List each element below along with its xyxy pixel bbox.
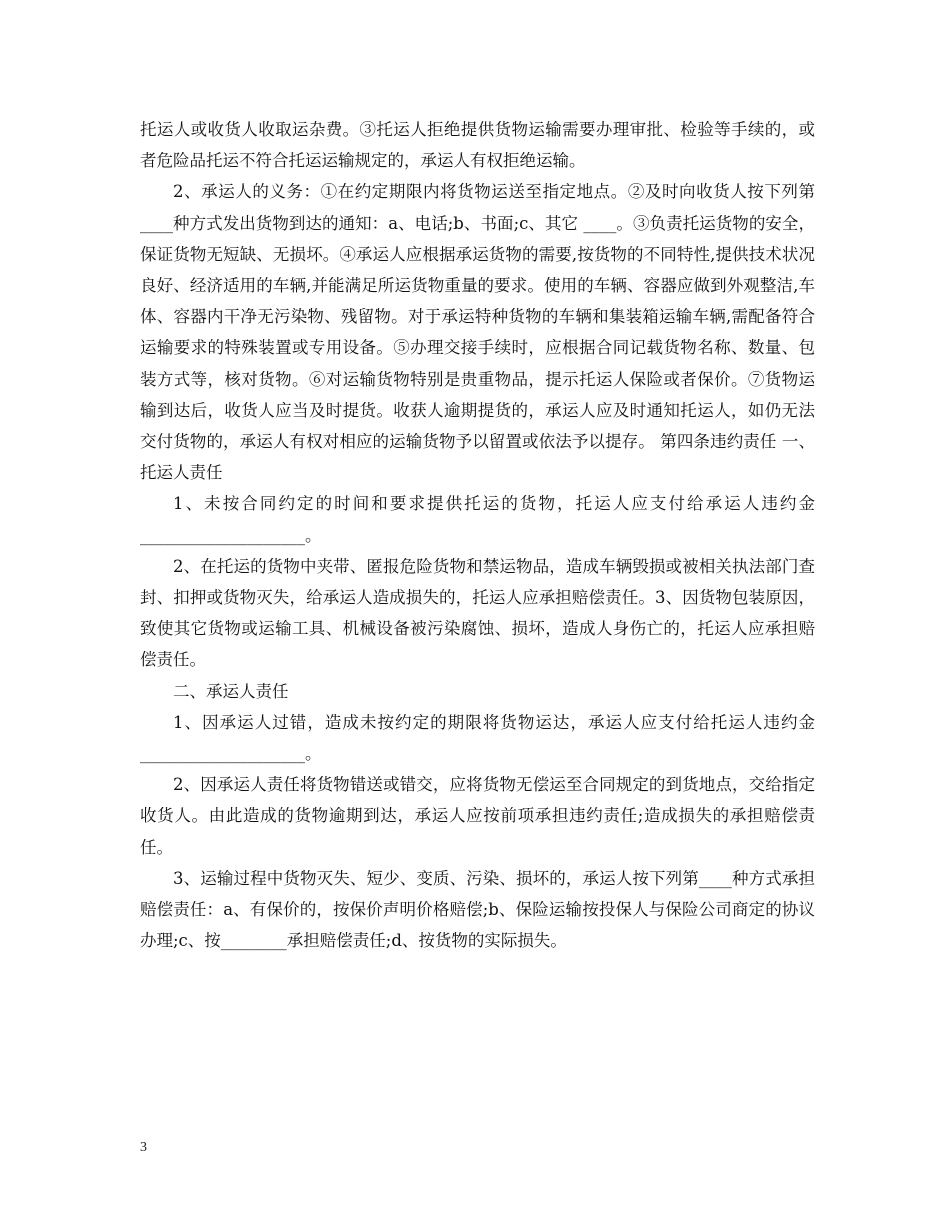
- body-text: [140, 114, 815, 956]
- paragraph-carrier-liability-3: 3、运输过程中货物灭失、短少、变质、污染、损坏的，承运人按下列第____种方式承担赔偿责任：a、有保价的，按保价声明价格赔偿;b、保险运输按投保人与保险公司商定的协议办理;c、按________承担赔偿责任;d、按货物的实际损失。: [140, 868, 815, 951]
- paragraph-carrier-liability-1: 1、因承运人过错，造成未按约定的期限将货物运达，承运人应支付给托运人违约金____________________。: [140, 712, 815, 764]
- paragraph-carrier-liability-2: 2、因承运人责任将货物错送或错交，应将货物无偿运至合同规定的到货地点，交给指定收货人。由此造成的货物逾期到达，承运人应按前项承担违约责任;造成损失的承担赔偿责任。: [140, 775, 815, 857]
- paragraph-shipper-liability-2-3: 2、在托运的货物中夹带、匿报危险货物和禁运物品，造成车辆毁损或被相关执法部门查封、扣押或货物灭失，给承运人造成损失的，托运人应承担赔偿责任。3、因货物包装原因，致使其它货物或运输工具、机械设备被污染腐蚀、损坏，造成人身伤亡的，托运人应承担赔偿责任。: [140, 556, 815, 670]
- section-heading-carrier-liability: 二、承运人责任: [173, 681, 289, 701]
- paragraph-carrier-obligations: 2、承运人的义务：①在约定期限内将货物运送至指定地点。②及时向收货人按下列第____种方式发出货物到达的通知：a、电话;b、书面;c、其它 ____。③负责托运货物的安全，保证货物无短缺、无损坏。④承运人应根据承运货物的需要,按货物的不同特性,提供技术状况良好、经济适用的车辆,并能满足所运货物重量的要求。使用的车辆、容器应做到外观整洁,车体、容器内干净无污染物、残留物。对于承运特种货物的车辆和集装箱运输车辆,需配备符合运输要求的特殊装置或专用设备。⑤办理交接手续时，应根据合同记载货物名称、数量、包装方式等，核对货物。⑥对运输货物特别是贵重物品，提示托运人保险或者保价。⑦货物运输到达后，收货人应当及时提货。收获人逾期提货的，承运人应及时通知托运人，如仍无法交付货物的，承运人有权对相应的运输货物予以留置或依法予以提存。 第四条违约责任 一、托运人责任: [140, 182, 815, 483]
- paragraph-continuation: 托运人或收货人收取运杂费。③托运人拒绝提供货物运输需要办理审批、检验等手续的，或者危险品托运不符合托运运输规定的，承运人有权拒绝运输。: [140, 120, 815, 171]
- paragraph-shipper-liability-1: 1、未按合同约定的时间和要求提供托运的货物，托运人应支付给承运人违约金____________________。: [140, 494, 815, 545]
- page-number: 3: [140, 1140, 147, 1155]
